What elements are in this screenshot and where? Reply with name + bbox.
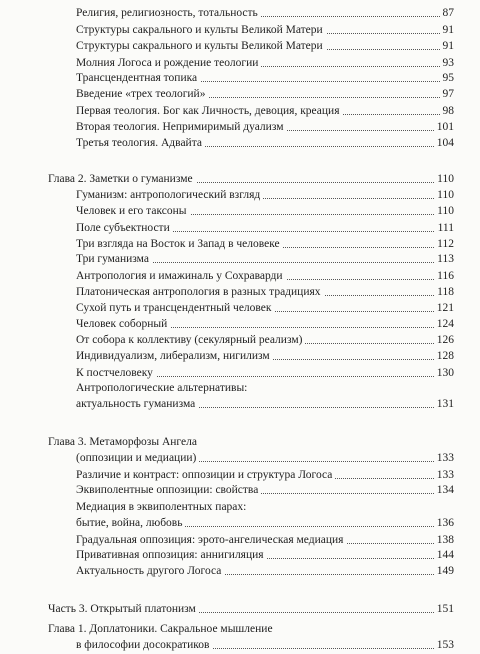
toc-entry-label: в философии досократиков	[76, 636, 212, 654]
toc-entry-page-number: 136	[434, 514, 454, 532]
toc-entry	[48, 600, 454, 618]
toc-entry-page-number: 110	[434, 170, 454, 188]
toc-entry-label-first-line: Медиация в эквиполентных парах:	[76, 498, 249, 516]
toc-entry-label: Три взгляда на Восток и Запад в человеке	[76, 235, 283, 253]
toc-entry	[76, 449, 454, 467]
toc-entry-label: Эквиполентные оппозиции: свойства	[76, 481, 261, 499]
toc-entry-label-first-line: Глава 3. Метаморфозы Ангела	[48, 433, 200, 451]
toc-entry-page-number: 111	[435, 219, 454, 237]
toc-entry-label: Глава 2. Заметки о гуманизме	[48, 170, 196, 188]
toc-entry-label: К постчеловеку	[76, 364, 156, 382]
toc-entry-label: Антропология и имажиналь у Сохраварди	[76, 267, 286, 285]
toc-entry-label: Человек соборный	[76, 315, 170, 333]
toc-entry	[76, 202, 454, 220]
toc-entry	[76, 562, 454, 580]
toc-entry-label: Трансцендентная топика	[76, 69, 200, 87]
toc-entry-label: Религия, религиозность, тотальность	[76, 4, 261, 22]
toc-entry-page-number: 87	[440, 4, 455, 22]
toc-entry-page-number: 104	[434, 134, 454, 152]
toc-entry-label: Вторая теология. Непримиримый дуализм	[76, 118, 286, 136]
toc-entry-label: Индивидуализм, либерализм, нигилизм	[76, 347, 273, 365]
toc-entry-label: актуальность гуманизма	[76, 395, 198, 413]
toc-entry-label: Третья теология. Адвайта	[76, 134, 205, 152]
toc-entry	[76, 347, 454, 365]
toc-entry-page-number: 128	[434, 347, 454, 365]
toc-entry-label: (оппозиции и медиации)	[76, 449, 199, 467]
toc-entry-label: От собора к коллективу (секулярный реализм)	[76, 331, 305, 349]
toc-entry-page-number: 97	[440, 85, 455, 103]
toc-entry-label: Три гуманизма	[76, 250, 152, 268]
toc-entry	[76, 395, 454, 413]
toc-entry-label: бытие, война, любовь	[76, 514, 185, 532]
toc-entry-page-number: 91	[440, 21, 455, 39]
toc-entry-page-number: 151	[434, 600, 454, 618]
toc-entry-page-number: 110	[434, 202, 454, 220]
toc-entry-label: Поле субъектности	[76, 219, 173, 237]
toc-entry-label: Молния Логоса и рождение теологии	[76, 54, 261, 72]
toc-entry-page-number: 112	[434, 235, 454, 253]
toc-entry-page-number: 126	[434, 331, 454, 349]
toc-entry-label: Человек и его таксоны	[76, 202, 190, 220]
toc-entry-label: Сухой путь и трансцендентный человек	[76, 299, 274, 317]
toc-entry-page-number: 149	[434, 562, 454, 580]
toc-entry-label: Привативная оппозиция: аннигиляция	[76, 546, 267, 564]
toc-entry-page-number: 130	[434, 364, 454, 382]
toc-entry-label: Введение «трех теологий»	[76, 85, 208, 103]
toc-entry	[76, 134, 454, 152]
toc-entry-label: Градуальная оппозиция: эрото-ангелическая медиация	[76, 531, 346, 549]
toc-entry-label: Платоническая антропология в разных традициях	[76, 283, 324, 301]
toc-entry-label: Гуманизм: антропологический взгляд	[76, 186, 263, 204]
toc-entry-page-number: 113	[434, 250, 454, 268]
toc-entry-label: Различие и контраст: оппозиции и структура Логоса	[76, 466, 335, 484]
toc-entry-label: Актуальность другого Логоса	[76, 562, 224, 580]
toc-entry-page-number: 98	[440, 102, 455, 120]
toc-entry-label-first-line: Глава 1. Доплатоники. Сакральное мышление	[48, 620, 276, 638]
toc-entry-page-number: 101	[434, 118, 454, 136]
toc-entry-page-number: 131	[434, 395, 454, 413]
toc-entry-page-number: 138	[434, 531, 454, 549]
toc-entry-label: Структуры сакрального и культы Великой Матери	[76, 37, 326, 55]
toc-entry-page-number: 95	[440, 69, 455, 87]
toc-entry	[76, 636, 454, 654]
toc-entry-page-number: 93	[440, 54, 455, 72]
toc-entry	[76, 250, 454, 268]
toc-entry-label-first-line: Антропологические альтернативы:	[76, 379, 250, 397]
toc-entry-label: Часть 3. Открытый платонизм	[48, 600, 199, 618]
toc-entry-label: Первая теология. Бог как Личность, девоция, креация	[76, 102, 343, 120]
toc-entry-label: Структуры сакрального и культы Великой Матери	[76, 21, 326, 39]
toc-entry	[76, 514, 454, 532]
toc-entry-page-number: 121	[434, 299, 454, 317]
toc-entry-page-number: 118	[434, 283, 454, 301]
toc-entry	[76, 481, 454, 499]
toc-entry-page-number: 116	[434, 267, 454, 285]
toc-entry-page-number: 144	[434, 546, 454, 564]
toc-entry	[76, 37, 454, 55]
toc-entry-page-number: 153	[434, 636, 454, 654]
toc-entry-page-number: 134	[434, 481, 454, 499]
toc-entry-page-number: 91	[440, 37, 455, 55]
toc-entry	[76, 4, 454, 22]
toc-entry-page-number: 133	[434, 449, 454, 467]
toc-entry-page-number: 110	[434, 186, 454, 204]
toc-entry-page-number: 124	[434, 315, 454, 333]
toc-entry-page-number: 133	[434, 466, 454, 484]
toc-entry	[76, 85, 454, 103]
